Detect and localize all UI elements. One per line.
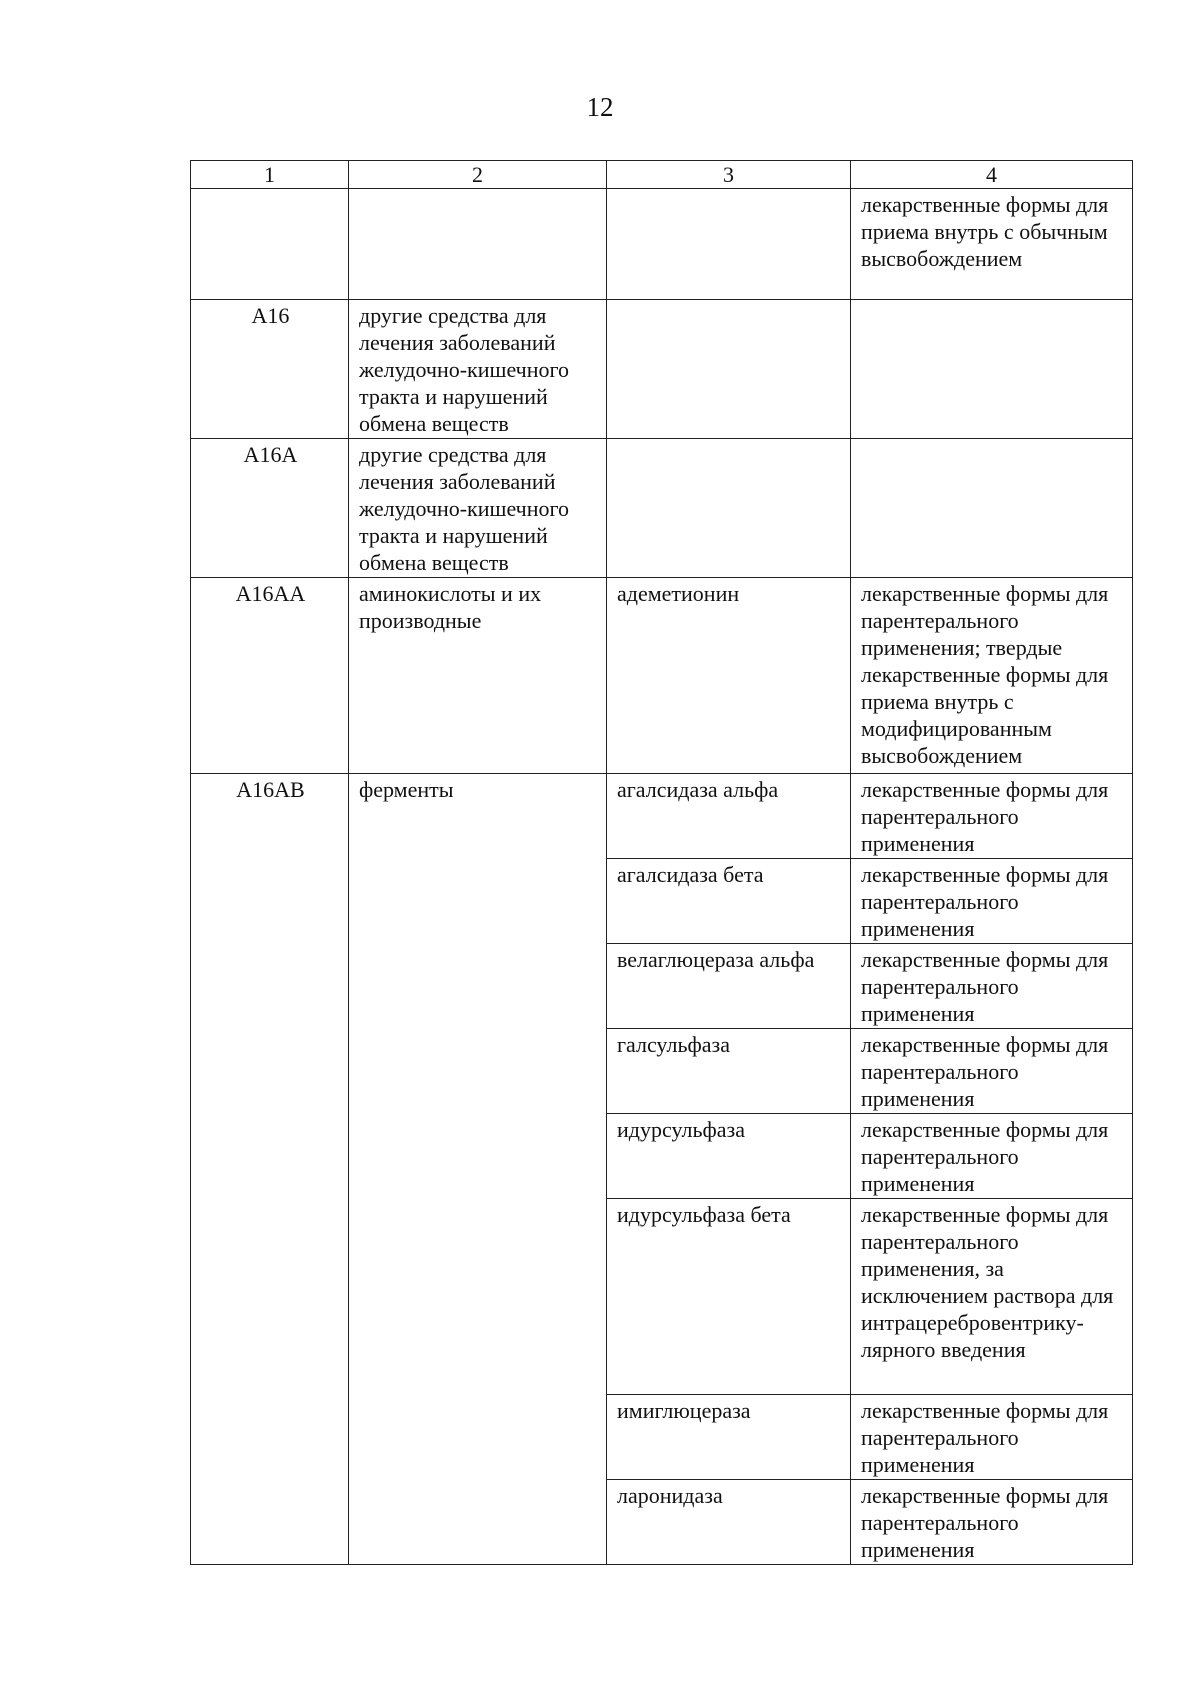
group-cell: аминокислоты и их производные xyxy=(349,578,607,774)
group-cell: другие средства для лечения заболеваний желудочно-кишечного тракта и нарушений обмена веществ xyxy=(349,300,607,439)
drug-cell xyxy=(607,189,851,300)
atc-code-cell xyxy=(191,189,349,300)
form-cell: лекарственные формы для парентерального применения xyxy=(851,1395,1133,1480)
drug-cell: агалсидаза альфа xyxy=(607,774,851,859)
drug-cell xyxy=(607,300,851,439)
drug-cell xyxy=(607,439,851,578)
table-row xyxy=(191,578,1133,774)
column-header-4: 4 xyxy=(851,161,1133,189)
column-header-2: 2 xyxy=(349,161,607,189)
form-cell: лекарственные формы для парентерального применения; твердые лекарственные формы для приема внутрь с модифицированным высвобождением xyxy=(851,578,1133,774)
group-cell: другие средства для лечения заболеваний желудочно-кишечного тракта и нарушений обмена веществ xyxy=(349,439,607,578)
table-row xyxy=(191,774,1133,859)
column-header-3: 3 xyxy=(607,161,851,189)
atc-code-cell: A16AA xyxy=(191,578,349,774)
page-number: 12 xyxy=(586,92,614,122)
drug-cell: идурсульфаза xyxy=(607,1114,851,1199)
drug-table xyxy=(190,160,1133,1565)
drug-cell: велаглюцераза альфа xyxy=(607,944,851,1029)
atc-code-cell: A16AB xyxy=(191,774,349,1565)
form-cell: лекарственные формы для парентерального применения xyxy=(851,1480,1133,1565)
group-cell: ферменты xyxy=(349,774,607,1565)
table-row xyxy=(191,439,1133,578)
table-row xyxy=(191,300,1133,439)
drug-cell: ларонидаза xyxy=(607,1480,851,1565)
drug-cell: адеметионин xyxy=(607,578,851,774)
form-cell xyxy=(851,300,1133,439)
form-cell: лекарственные формы для приема внутрь с обычным высвобождением xyxy=(851,189,1133,300)
form-cell: лекарственные формы для парентерального применения xyxy=(851,944,1133,1029)
drug-cell: агалсидаза бета xyxy=(607,859,851,944)
form-cell: лекарственные формы для парентерального применения, за исключением раствора для интрацеребровентрику-лярного введения xyxy=(851,1199,1133,1395)
column-header-1: 1 xyxy=(191,161,349,189)
form-cell: лекарственные формы для парентерального применения xyxy=(851,774,1133,859)
form-cell xyxy=(851,439,1133,578)
table-row xyxy=(191,189,1133,300)
drug-cell: идурсульфаза бета xyxy=(607,1199,851,1395)
drug-cell: галсульфаза xyxy=(607,1029,851,1114)
form-cell: лекарственные формы для парентерального применения xyxy=(851,1114,1133,1199)
form-cell: лекарственные формы для парентерального применения xyxy=(851,859,1133,944)
atc-code-cell: A16 xyxy=(191,300,349,439)
group-cell xyxy=(349,189,607,300)
form-cell: лекарственные формы для парентерального применения xyxy=(851,1029,1133,1114)
drug-cell: имиглюцераза xyxy=(607,1395,851,1480)
atc-code-cell: A16A xyxy=(191,439,349,578)
header-row xyxy=(191,161,1133,189)
